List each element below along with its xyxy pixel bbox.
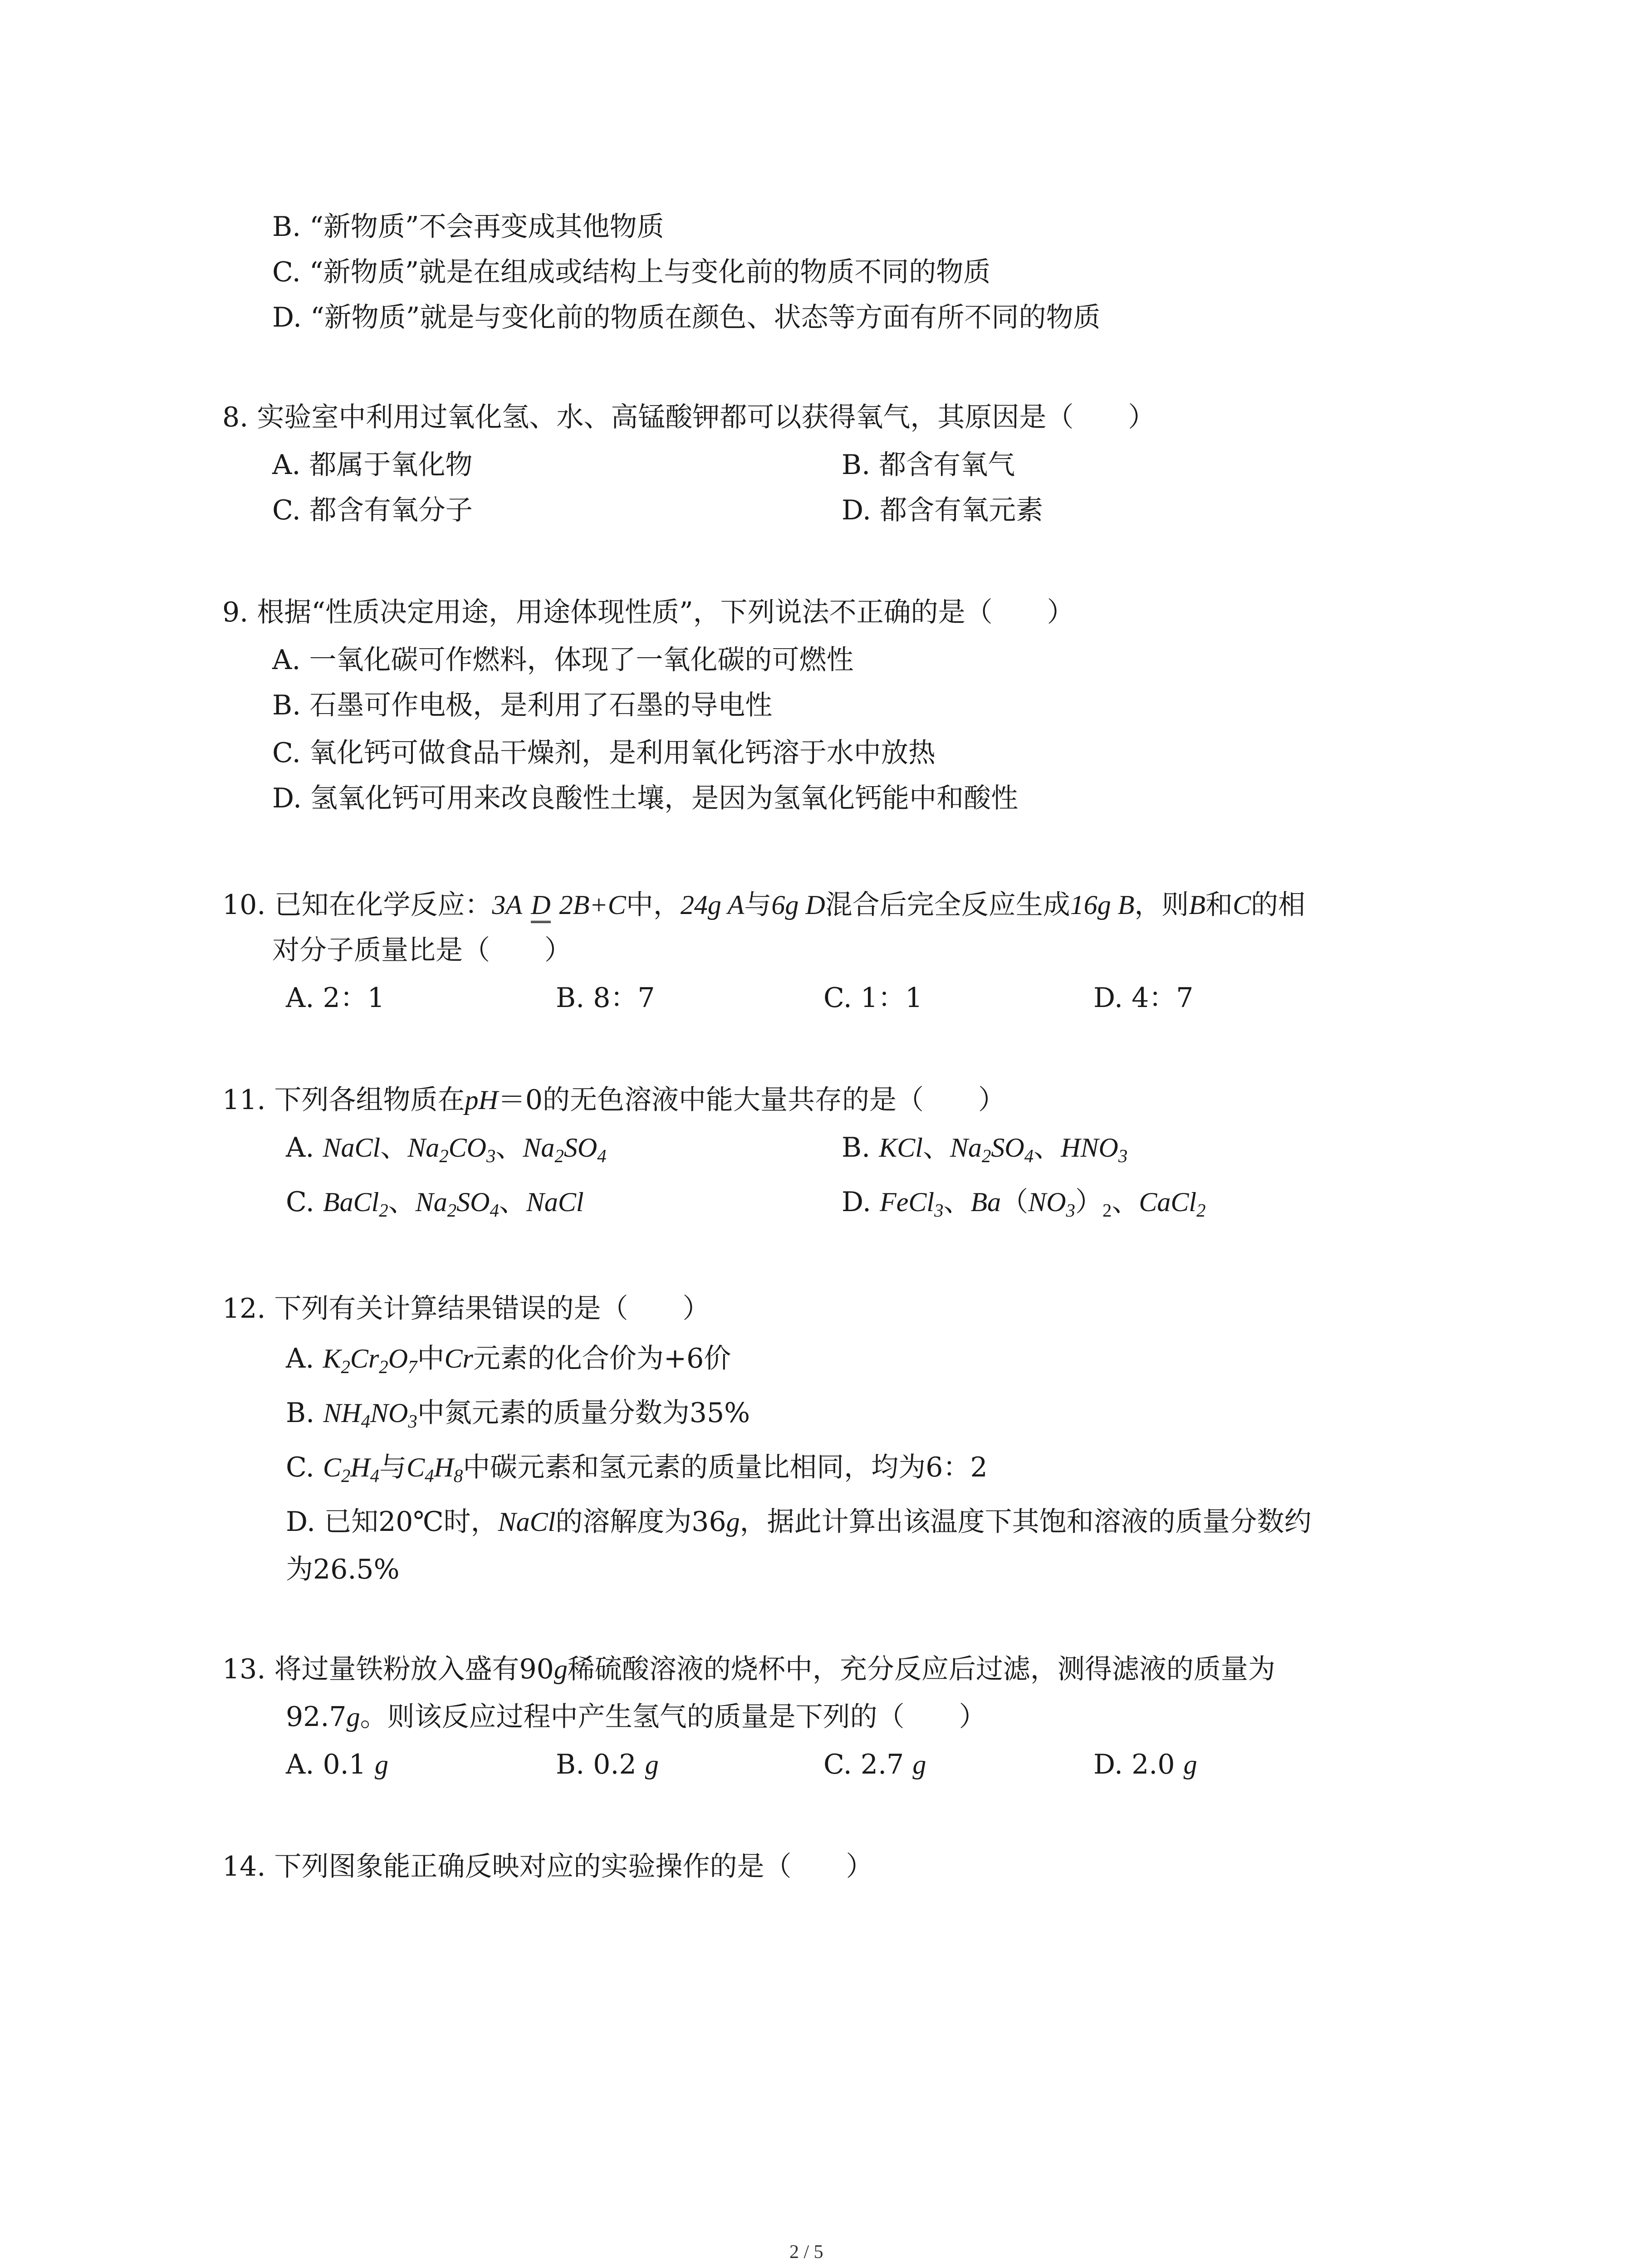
q10-mass-a: 24g A [680, 890, 745, 920]
q13-option-d: D. 2.0 g [1093, 1749, 1197, 1780]
q12-b-label: B. [286, 1397, 323, 1429]
q10-option-a: A. 2：1 [286, 982, 385, 1014]
q12-c-label: C. [286, 1452, 323, 1483]
q9-stem: 9. 根据“性质决定用途，用途体现性质”，下列说法不正确的是（ ） [222, 596, 1074, 628]
q8-option-d: D. 都含有氧元素 [842, 494, 1043, 526]
q9-option-b: B. 石墨可作电极，是利用了石墨的导电性 [272, 689, 773, 721]
q11-a-label: A. [286, 1132, 323, 1163]
q13-stem: 13. 将过量铁粉放入盛有90g稀硫酸溶液的烧杯中，充分反应后过滤，测得滤液的质量为 [222, 1653, 1275, 1685]
q11-text-1: 下列各组物质在 [274, 1084, 465, 1116]
q10-number: 10. [222, 889, 274, 921]
q10-var-b: B [1189, 890, 1206, 920]
q10-option-b: B. 8：7 [556, 982, 655, 1014]
q12-option-c: C. $C_2H_4$与$C_4H_8$中碳元素和氢元素的质量比相同，均为6：2 [286, 1452, 988, 1486]
q10-option-d: D. 4：7 [1093, 982, 1194, 1014]
q7-option-d: D. “新物质”就是与变化前的物质在颜色、状态等方面有所不同的物质 [272, 302, 1101, 333]
page-number: 2 / 5 [789, 2242, 823, 2263]
q7-option-b: B. “新物质”不会再变成其他物质 [272, 211, 664, 243]
q9-option-d: D. 氢氧化钙可用来改良酸性土壤，是因为氢氧化钙能中和酸性 [272, 782, 1019, 814]
q10-text-2: 中， [626, 889, 681, 921]
q11-text-2: ＝0的无色溶液中能大量共存的是（ ） [498, 1084, 1006, 1116]
q11-option-c: C. BaCl$_2$、$Na_2SO_4$、NaCl [286, 1186, 584, 1221]
q10-mass-d: 6g D [771, 890, 825, 920]
q11-option-b: B. KCl、$Na_2SO_4$、$HNO_3$ [842, 1132, 1128, 1167]
q10-text-3: 与 [744, 889, 772, 921]
q10-option-c: C. 1：1 [823, 982, 923, 1014]
q12-option-b: B. $NH_4NO_3$中氮元素的质量分数为35% [286, 1397, 750, 1432]
q11-option-a: A. NaCl、$Na_2CO_3$、$Na_2SO_4$ [286, 1132, 607, 1167]
q10-text-1: 已知在化学反应： [274, 889, 492, 921]
q10-text-7: 的相 [1251, 889, 1306, 921]
q14-stem: 14. 下列图象能正确反映对应的实验操作的是（ ） [222, 1851, 873, 1882]
q12-option-d: D. 已知20℃时，NaCl的溶解度为36g，据此计算出该温度下其饱和溶液的质量分数约 [286, 1506, 1312, 1538]
q8-option-b: B. 都含有氧气 [842, 449, 1015, 481]
q8-option-a: A. 都属于氧化物 [272, 449, 473, 481]
q12-option-d-line2: 为26.5% [286, 1554, 400, 1585]
q12-a-label: A. [286, 1343, 323, 1374]
q10-text-4: 混合后完全反应生成 [825, 889, 1070, 921]
q11-ph: pH [465, 1085, 498, 1115]
q13-stem-line2: 92.7g。则该反应过程中产生氢气的质量是下列的（ ） [286, 1701, 986, 1733]
q10-text-5: ，则 [1134, 889, 1189, 921]
q13-option-b: B. 0.2 g [556, 1749, 659, 1780]
q9-option-c: C. 氧化钙可做食品干燥剂，是利用氧化钙溶于水中放热 [272, 737, 936, 769]
q11-c-label: C. [286, 1186, 323, 1218]
q11-d-label: D. [842, 1186, 880, 1218]
q8-stem: 8. 实验室中利用过氧化氢、水、高锰酸钾都可以获得氧气，其原因是（ ） [222, 401, 1156, 433]
q13-option-c: C. 2.7 g [823, 1749, 926, 1780]
q10-stem [222, 887, 1305, 923]
q11-stem [222, 1082, 1005, 1118]
q10-eq-left: 3A [492, 890, 523, 920]
q10-eq-condition: D [531, 890, 550, 923]
q12-stem: 12. 下列有关计算结果错误的是（ ） [222, 1293, 710, 1325]
q7-option-c: C. “新物质”就是在组成或结构上与变化前的物质不同的物质 [272, 256, 991, 288]
q8-option-c: C. 都含有氧分子 [272, 494, 473, 526]
q12-d-label: D. [286, 1506, 324, 1538]
q10-var-c: C [1233, 890, 1251, 920]
q13-option-a: A. 0.1 g [286, 1749, 388, 1780]
q12-option-a: A. $K_2Cr_2O_7$中Cr元素的化合价为+6价 [286, 1343, 731, 1378]
q10-stem-line2: 对分子质量比是（ ） [272, 934, 572, 966]
q10-mass-b: 16g B [1070, 890, 1135, 920]
q10-text-6: 和 [1205, 889, 1233, 921]
q11-b-label: B. [842, 1132, 879, 1163]
q9-option-a: A. 一氧化碳可作燃料，体现了一氧化碳的可燃性 [272, 644, 854, 676]
q11-number: 11. [222, 1084, 274, 1116]
q10-eq-right: 2B+C [559, 890, 626, 920]
q11-option-d: D. FeCl$_3$、$Ba(NO_3)_2$、CaCl$_2$ [842, 1186, 1206, 1221]
